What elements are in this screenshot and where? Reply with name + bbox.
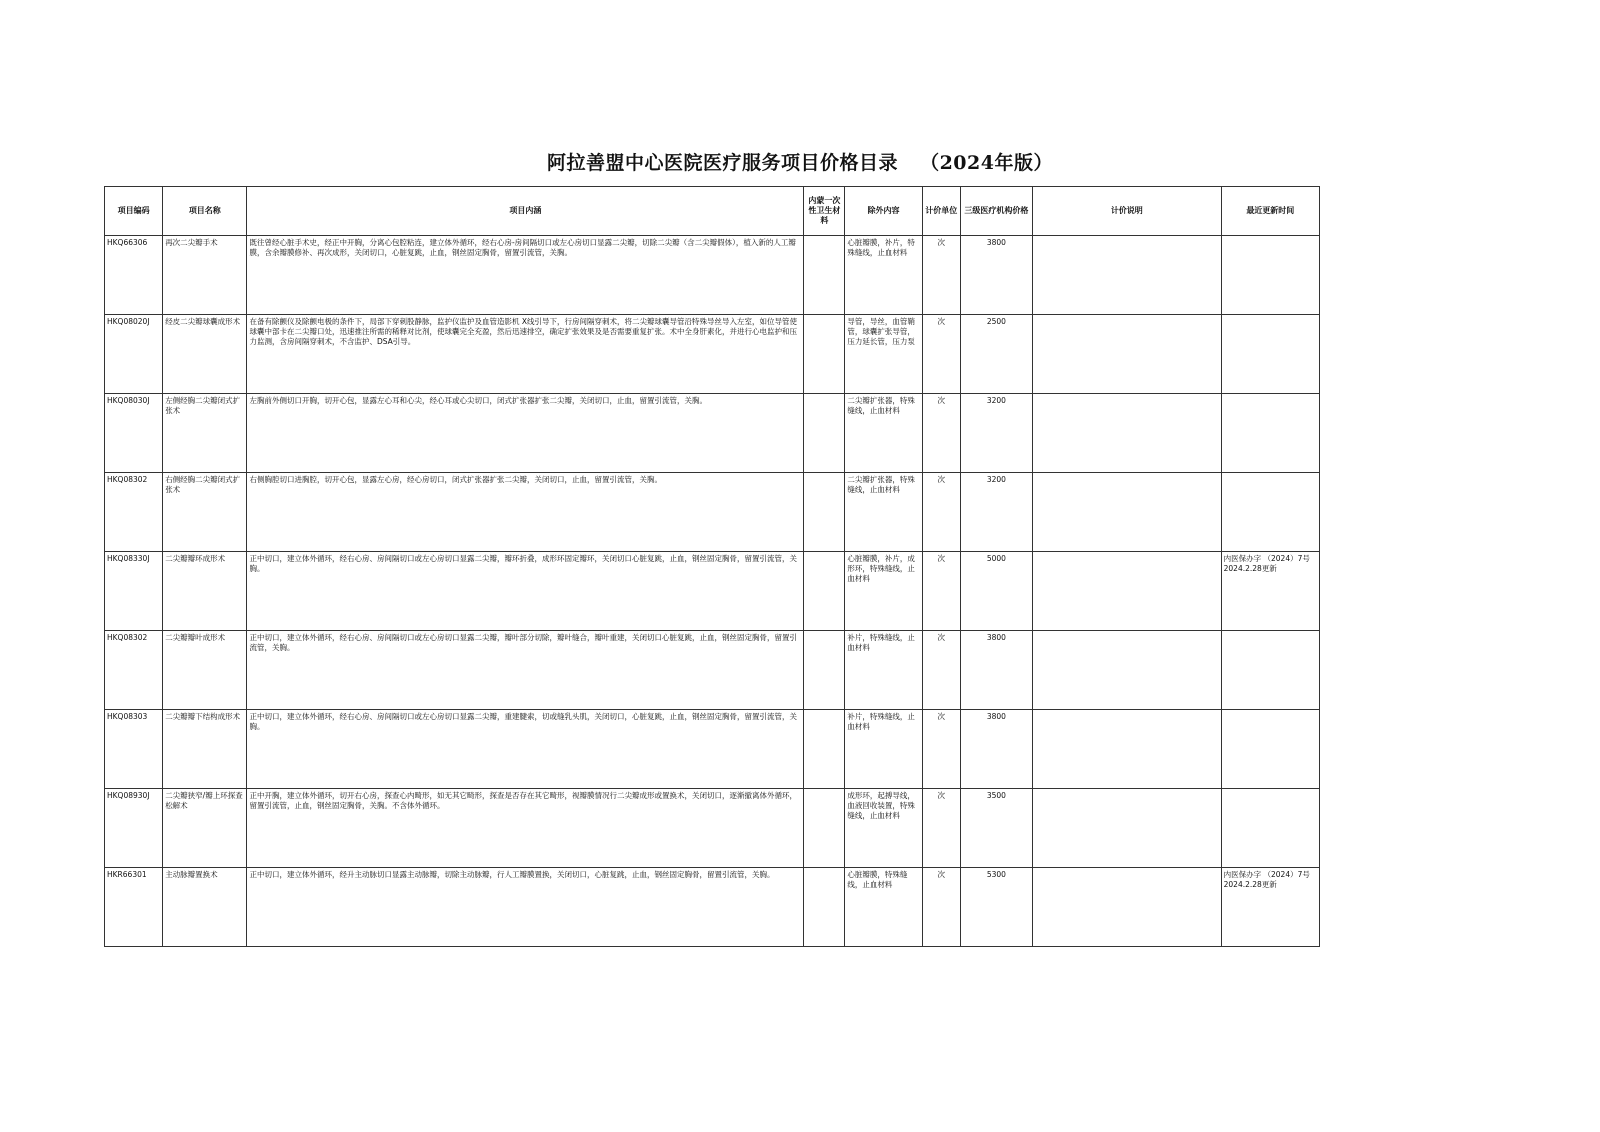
cell-updated: 内医保办字 （2024）7号 2024.2.28更新 <box>1221 552 1319 631</box>
cell-price: 3800 <box>960 631 1032 710</box>
cell-code: HKQ08030J <box>105 394 163 473</box>
cell-note <box>1033 868 1222 947</box>
cell-updated: 内医保办字 （2024）7号 2024.2.28更新 <box>1221 868 1319 947</box>
table-row <box>105 473 1320 552</box>
cell-exclusion: 二尖瓣扩张器，特殊缝线，止血材料 <box>845 473 922 552</box>
cell-updated <box>1221 631 1319 710</box>
cell-unit: 次 <box>922 631 960 710</box>
price-table <box>104 186 1320 947</box>
document-title: 阿拉善盟中心医院医疗服务项目价格目录 <box>547 152 899 174</box>
cell-disposable <box>804 473 845 552</box>
cell-exclusion: 心脏瓣膜，特殊缝线，止血材料 <box>845 868 922 947</box>
cell-content: 在备有除颤仪及除颤电极的条件下，局部下穿刺股静脉，监护仪监护及血管造影机 X线引导下，行房间隔穿刺术，将二尖瓣球囊导管沿特殊导丝导入左室，如位导管使球囊中部卡在二尖瓣口处，迅速推注所需的稀释对比剂，使球囊完全充盈，然后迅速排空，确定扩张效果及是否需要重复扩张。术中全身肝素化，并进行心电监护和压力监测，含房间隔穿刺术，不含监护、DSA引导。 <box>247 315 804 394</box>
cell-price: 3800 <box>960 710 1032 789</box>
cell-exclusion: 心脏瓣膜，补片，特殊缝线，止血材料 <box>845 236 922 315</box>
table-row <box>105 631 1320 710</box>
cell-content: 既往曾经心脏手术史，经正中开胸，分离心包腔粘连，建立体外循环，经右心房-房间隔切口或左心房切口显露二尖瓣，切除二尖瓣（含二尖瓣假体），植入新的人工瓣膜，含余瓣膜修补、再次成形，关闭切口，心脏复跳，止血，钢丝固定胸骨，留置引流管，关胸。 <box>247 236 804 315</box>
cell-note <box>1033 473 1222 552</box>
cell-updated <box>1221 710 1319 789</box>
cell-note <box>1033 315 1222 394</box>
cell-name: 二尖瓣瓣环成形术 <box>163 552 247 631</box>
cell-code: HKQ08930J <box>105 789 163 868</box>
cell-note <box>1033 789 1222 868</box>
cell-name: 二尖瓣瓣下结构成形术 <box>163 710 247 789</box>
cell-disposable <box>804 315 845 394</box>
cell-unit: 次 <box>922 236 960 315</box>
cell-exclusion: 补片，特殊缝线，止血材料 <box>845 710 922 789</box>
cell-code: HKQ08330J <box>105 552 163 631</box>
cell-name: 再次二尖瓣手术 <box>163 236 247 315</box>
cell-code: HKQ66306 <box>105 236 163 315</box>
cell-disposable <box>804 394 845 473</box>
page-title <box>0 148 1600 175</box>
cell-price: 3200 <box>960 394 1032 473</box>
cell-disposable <box>804 789 845 868</box>
header-disposable: 内蒙一次性卫生材料 <box>804 187 845 236</box>
cell-price: 2500 <box>960 315 1032 394</box>
cell-code: HKQ08302 <box>105 473 163 552</box>
cell-price: 3200 <box>960 473 1032 552</box>
header-content: 项目内涵 <box>247 187 804 236</box>
cell-unit: 次 <box>922 710 960 789</box>
cell-content: 左胸前外侧切口开胸，切开心包，显露左心耳和心尖，经心耳或心尖切口，闭式扩张器扩张二尖瓣，关闭切口，止血，留置引流管，关胸。 <box>247 394 804 473</box>
cell-unit: 次 <box>922 868 960 947</box>
cell-note <box>1033 552 1222 631</box>
cell-exclusion: 补片，特殊缝线，止血材料 <box>845 631 922 710</box>
cell-exclusion: 心脏瓣膜，补片，成形环，特殊缝线，止血材料 <box>845 552 922 631</box>
cell-price: 3500 <box>960 789 1032 868</box>
cell-name: 二尖瓣狭窄/瓣上环探查松解术 <box>163 789 247 868</box>
document-edition: （2024年版） <box>920 152 1053 174</box>
header-exclusion: 除外内容 <box>845 187 922 236</box>
table-row <box>105 789 1320 868</box>
cell-updated <box>1221 315 1319 394</box>
cell-content: 正中开胸，建立体外循环，切开右心房，探查心内畸形，如无其它畸形，探查是否存在其它畸形，视瓣膜情况行二尖瓣成形或置换术，关闭切口，逐渐撤离体外循环，留置引流管，止血，钢丝固定胸骨，关胸。不含体外循环。 <box>247 789 804 868</box>
cell-content: 右侧胸腔切口进胸腔，切开心包，显露左心房，经心房切口，闭式扩张器扩张二尖瓣，关闭切口，止血，留置引流管，关胸。 <box>247 473 804 552</box>
cell-unit: 次 <box>922 789 960 868</box>
cell-name: 左侧经胸二尖瓣闭式扩张术 <box>163 394 247 473</box>
cell-unit: 次 <box>922 473 960 552</box>
cell-name: 经皮二尖瓣球囊成形术 <box>163 315 247 394</box>
header-row <box>105 187 1320 236</box>
cell-updated <box>1221 394 1319 473</box>
cell-code: HKQ08303 <box>105 710 163 789</box>
cell-price: 3800 <box>960 236 1032 315</box>
cell-content: 正中切口，建立体外循环，经右心房、房间隔切口或左心房切口显露二尖瓣，重建腱索，切或缝乳头肌，关闭切口，心脏复跳，止血，钢丝固定胸骨，留置引流管，关胸。 <box>247 710 804 789</box>
cell-code: HKQ08020J <box>105 315 163 394</box>
cell-note <box>1033 394 1222 473</box>
cell-price: 5000 <box>960 552 1032 631</box>
cell-price: 5300 <box>960 868 1032 947</box>
cell-name: 二尖瓣瓣叶成形术 <box>163 631 247 710</box>
cell-disposable <box>804 868 845 947</box>
cell-name: 右侧经胸二尖瓣闭式扩张术 <box>163 473 247 552</box>
table-row <box>105 236 1320 315</box>
cell-unit: 次 <box>922 552 960 631</box>
cell-updated <box>1221 236 1319 315</box>
cell-note <box>1033 710 1222 789</box>
cell-code: HKR66301 <box>105 868 163 947</box>
cell-note <box>1033 236 1222 315</box>
cell-note <box>1033 631 1222 710</box>
header-note: 计价说明 <box>1033 187 1222 236</box>
header-unit: 计价单位 <box>922 187 960 236</box>
cell-disposable <box>804 552 845 631</box>
cell-disposable <box>804 236 845 315</box>
table-row <box>105 315 1320 394</box>
cell-name: 主动脉瓣置换术 <box>163 868 247 947</box>
table-row <box>105 394 1320 473</box>
cell-content: 正中切口，建立体外循环，经右心房、房间隔切口或左心房切口显露二尖瓣，瓣环折叠，成形环固定瓣环，关闭切口心脏复跳，止血，钢丝固定胸骨，留置引流管，关胸。 <box>247 552 804 631</box>
header-updated: 最近更新时间 <box>1221 187 1319 236</box>
table-row <box>105 868 1320 947</box>
header-price: 三级医疗机构价格 <box>960 187 1032 236</box>
header-code: 项目编码 <box>105 187 163 236</box>
cell-disposable <box>804 631 845 710</box>
cell-exclusion: 导管，导丝，血管鞘管，球囊扩张导管，压力延长管，压力泵 <box>845 315 922 394</box>
cell-content: 正中切口，建立体外循环，经右心房、房间隔切口或左心房切口显露二尖瓣，瓣叶部分切除，瓣叶缝合，瓣叶重建，关闭切口心脏复跳，止血，钢丝固定胸骨，留置引流管，关胸。 <box>247 631 804 710</box>
table-row <box>105 552 1320 631</box>
cell-updated <box>1221 473 1319 552</box>
cell-code: HKQ08302 <box>105 631 163 710</box>
cell-content: 正中切口，建立体外循环，经升主动脉切口显露主动脉瓣，切除主动脉瓣，行人工瓣膜置换，关闭切口，心脏复跳，止血，钢丝固定胸骨，留置引流管，关胸。 <box>247 868 804 947</box>
header-name: 项目名称 <box>163 187 247 236</box>
cell-exclusion: 二尖瓣扩张器，特殊缝线，止血材料 <box>845 394 922 473</box>
table-row <box>105 710 1320 789</box>
cell-unit: 次 <box>922 315 960 394</box>
cell-exclusion: 成形环，起搏导线，血液回收装置，特殊缝线，止血材料 <box>845 789 922 868</box>
cell-unit: 次 <box>922 394 960 473</box>
cell-updated <box>1221 789 1319 868</box>
cell-disposable <box>804 710 845 789</box>
